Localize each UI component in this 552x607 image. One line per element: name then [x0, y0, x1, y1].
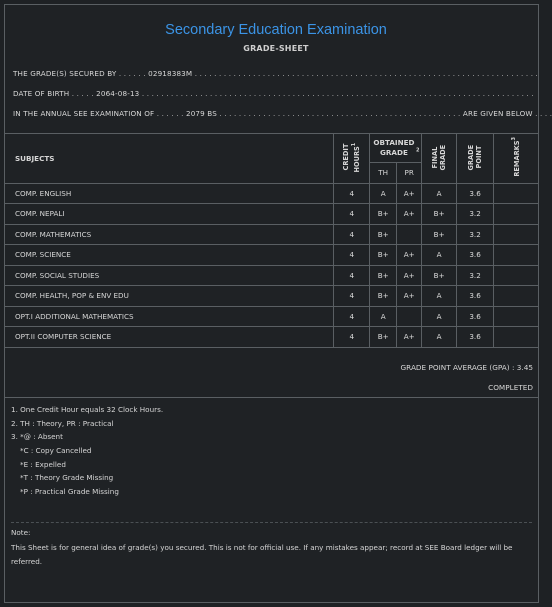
grade-point-cell: 3.6 — [457, 183, 494, 204]
completion-status: COMPLETED — [488, 383, 533, 392]
final-grade-cell: A — [422, 183, 457, 204]
credit-cell: 4 — [334, 306, 370, 327]
remarks-cell — [494, 204, 539, 225]
gpa-line — [401, 363, 533, 372]
subject-cell: OPT.II COMPUTER SCIENCE — [5, 327, 334, 348]
footnote-theory-missing: *T : Theory Grade Missing — [20, 473, 114, 482]
table-row — [5, 245, 539, 266]
table-row — [5, 327, 539, 348]
final-grade-cell: A — [422, 286, 457, 307]
final-grade-cell: A — [422, 245, 457, 266]
pr-header: PR — [397, 163, 422, 184]
subject-cell: COMP. NEPALI — [5, 204, 334, 225]
table-row — [5, 265, 539, 286]
table-row — [5, 306, 539, 327]
remarks-header: REMARKS$^3$ — [494, 134, 539, 184]
subject-cell: COMP. SOCIAL STUDIES — [5, 265, 334, 286]
th-grade-cell: B+ — [370, 224, 397, 245]
remarks-cell — [494, 306, 539, 327]
subjects-header: SUBJECTS — [5, 134, 334, 184]
remarks-cell — [494, 265, 539, 286]
given-below: ARE GIVEN BELOW — [462, 109, 533, 118]
remarks-cell — [494, 245, 539, 266]
credit-cell: 4 — [334, 224, 370, 245]
grades-table — [4, 133, 539, 348]
grade-point-header: GRADE POINT — [457, 134, 494, 184]
pr-grade-cell — [397, 224, 422, 245]
gpa-value: 3.45 — [516, 363, 533, 372]
remarks-cell — [494, 224, 539, 245]
th-grade-cell: A — [370, 306, 397, 327]
footnote-practical-missing: *P : Practical Grade Missing — [20, 487, 119, 496]
grade-point-cell: 3.2 — [457, 224, 494, 245]
footnote-credit-hour: 1. One Credit Hour equals 32 Clock Hours. — [11, 405, 164, 414]
grade-point-cell: 3.6 — [457, 306, 494, 327]
th-grade-cell: B+ — [370, 327, 397, 348]
table-row — [5, 286, 539, 307]
final-grade-cell: B+ — [422, 224, 457, 245]
subject-cell: COMP. SCIENCE — [5, 245, 334, 266]
grade-point-cell: 3.2 — [457, 265, 494, 286]
credit-cell: 4 — [334, 265, 370, 286]
subject-cell: COMP. ENGLISH — [5, 183, 334, 204]
dob-label: DATE OF BIRTH — [13, 89, 70, 98]
divider — [11, 522, 532, 523]
symbol-number: 02918383M — [148, 69, 193, 78]
page-title: Secondary Education Examination — [165, 22, 387, 38]
table-row — [5, 204, 539, 225]
table-row — [5, 183, 539, 204]
subject-cell: OPT.I ADDITIONAL MATHEMATICS — [5, 306, 334, 327]
exam-label: IN THE ANNUAL SEE EXAMINATION OF — [13, 109, 155, 118]
final-grade-cell: A — [422, 327, 457, 348]
footnote-expelled: *E : Expelled — [20, 460, 66, 469]
dob-line: DATE OF BIRTH . . . . . 2064-08-13 . . . . . . . . . . . . . . . . . . . . . . . . . . . . . . . . . . . . . . . . . . . . . . . . . . . . . . . . . . . . . . . . . . . . . . . . . . . . . . . . . — [13, 89, 534, 98]
subject-cell: COMP. HEALTH, POP & ENV EDU — [5, 286, 334, 307]
credit-cell: 4 — [334, 204, 370, 225]
pr-grade-cell: A+ — [397, 204, 422, 225]
final-grade-cell: B+ — [422, 204, 457, 225]
page-subtitle: GRADE-SHEET — [243, 44, 309, 53]
note-text: This Sheet is for general idea of grade(s) you secured. This is not for official use. If any mistakes appear; record at SEE Board ledger will be referred. — [11, 543, 513, 566]
th-grade-cell: B+ — [370, 286, 397, 307]
credit-cell: 4 — [334, 183, 370, 204]
th-grade-cell: B+ — [370, 265, 397, 286]
gpa-label: GRADE POINT AVERAGE (GPA) : — [400, 363, 515, 372]
credit-hours-header: CREDIT HOURS$^1$ — [334, 134, 370, 184]
th-grade-cell: B+ — [370, 245, 397, 266]
footnote-th-pr: 2. TH : Theory, PR : Practical — [11, 419, 114, 428]
grade-point-cell: 3.6 — [457, 245, 494, 266]
pr-grade-cell — [397, 306, 422, 327]
dob-value: 2064-08-13 — [96, 89, 140, 98]
footnote-absent: 3. *@ : Absent — [11, 432, 63, 441]
final-grade-header: FINAL GRADE — [422, 134, 457, 184]
th-grade-cell: B+ — [370, 204, 397, 225]
note-label: Note: — [11, 528, 31, 537]
grade-point-cell: 3.2 — [457, 204, 494, 225]
remarks-cell — [494, 327, 539, 348]
grade-point-cell: 3.6 — [457, 286, 494, 307]
footnotes-block — [4, 398, 539, 603]
secured-by-label: THE GRADE(S) SECURED BY — [13, 69, 117, 78]
secured-by-line: THE GRADE(S) SECURED BY . . . . . . 02918383M . . . . . . . . . . . . . . . . . . . . . . . . . . . . . . . . . . . . . . . . . . . . . . . . . . . . . . . . . . . . . . . . . . . . . . . — [13, 69, 538, 78]
remarks-cell — [494, 183, 539, 204]
pr-grade-cell: A+ — [397, 265, 422, 286]
credit-cell: 4 — [334, 327, 370, 348]
th-grade-cell: A — [370, 183, 397, 204]
pr-grade-cell: A+ — [397, 245, 422, 266]
th-header: TH — [370, 163, 397, 184]
obtained-grade-header: OBTAINED GRADE $^2$ — [370, 134, 422, 163]
table-row — [5, 224, 539, 245]
exam-line: IN THE ANNUAL SEE EXAMINATION OF . . . . . . 2079 BS . . . . . . . . . . . . . . . . . . . . . . . . . . . . . . . . . . . . . . . . . . . . . . . . . . ARE GIVEN BELOW . . . . — [13, 109, 552, 118]
pr-grade-cell: A+ — [397, 183, 422, 204]
credit-cell: 4 — [334, 245, 370, 266]
remarks-cell — [494, 286, 539, 307]
grade-point-cell: 3.6 — [457, 327, 494, 348]
exam-year: 2079 BS — [185, 109, 217, 118]
final-grade-cell: B+ — [422, 265, 457, 286]
credit-cell: 4 — [334, 286, 370, 307]
gpa-block — [4, 350, 539, 398]
pr-grade-cell: A+ — [397, 286, 422, 307]
final-grade-cell: A — [422, 306, 457, 327]
subject-cell: COMP. MATHEMATICS — [5, 224, 334, 245]
footnote-copy-cancelled: *C : Copy Cancelled — [20, 446, 92, 455]
pr-grade-cell: A+ — [397, 327, 422, 348]
